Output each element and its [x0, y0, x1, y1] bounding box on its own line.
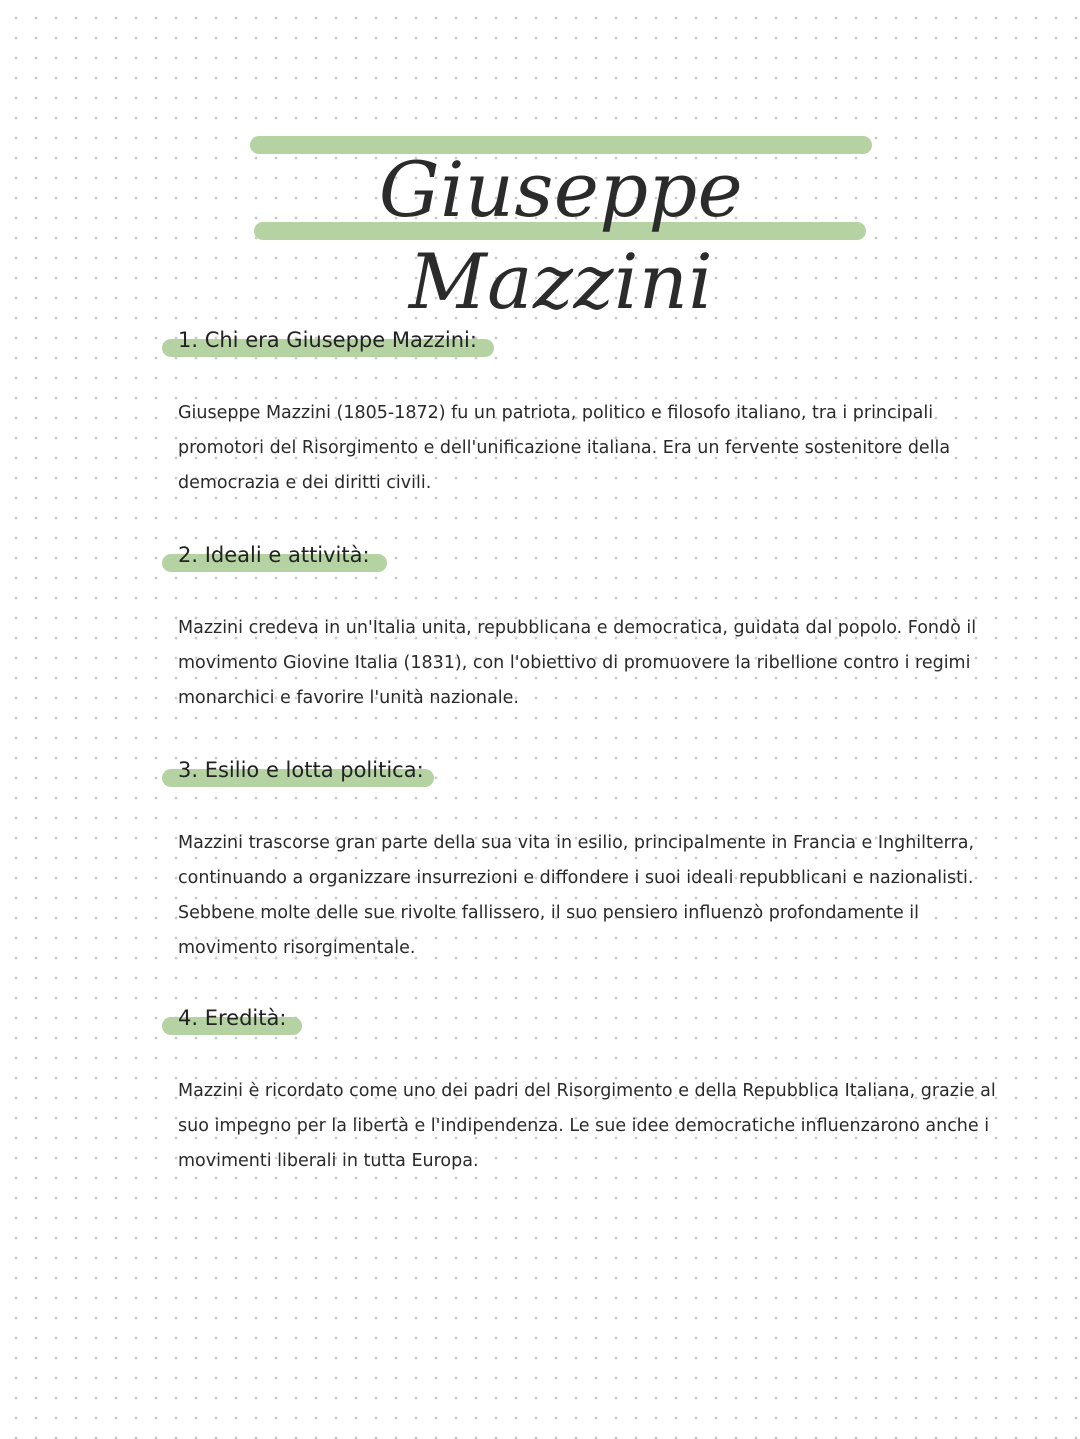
section-2-heading-text: 2. Ideali e attività:	[178, 543, 370, 567]
section-1-heading-text: 1. Chi era Giuseppe Mazzini:	[178, 328, 477, 352]
section-4-heading-text: 4. Eredità:	[178, 1006, 287, 1030]
title-block	[250, 134, 872, 326]
section-3-heading-text: 3. Esilio e lotta politica:	[178, 758, 424, 782]
section-4-paragraph: Mazzini è ricordato come uno dei padri del Risorgimento e della Repubblica Italiana, grazie al suo impegno per la libertà e l'indipendenza. Le sue idee democratiche influenzarono anche i movimenti liberali in tutta Europa.	[178, 1081, 996, 1171]
section-2-paragraph: Mazzini credeva in un'Italia unita, repubblicana e democratica, guidata dal popolo. Fondò il movimento Giovine Italia (1831), con l'obiettivo di promuovere la ribellione contro i regimi monarchici e favorire l'unità nazionale.	[178, 618, 977, 708]
section-1-paragraph: Giuseppe Mazzini (1805-1872) fu un patriota, politico e filosofo italiano, tra i principali promotori del Risorgimento e dell'unificazione italiana. Era un fervente sostenitore della democrazia e dei diritti civili.	[178, 403, 951, 493]
page-title: Giuseppe Mazzini	[378, 145, 744, 326]
section-3-paragraph: Mazzini trascorse gran parte della sua vita in esilio, principalmente in Francia e Inghilterra, continuando a organizzare insurrezioni e diffondere i suoi ideali repubblicani e nazionalisti. Sebbene molte delle sue rivolte fallissero, il suo pensiero influenzò profondamente il movimento risorgimentale.	[178, 833, 975, 958]
